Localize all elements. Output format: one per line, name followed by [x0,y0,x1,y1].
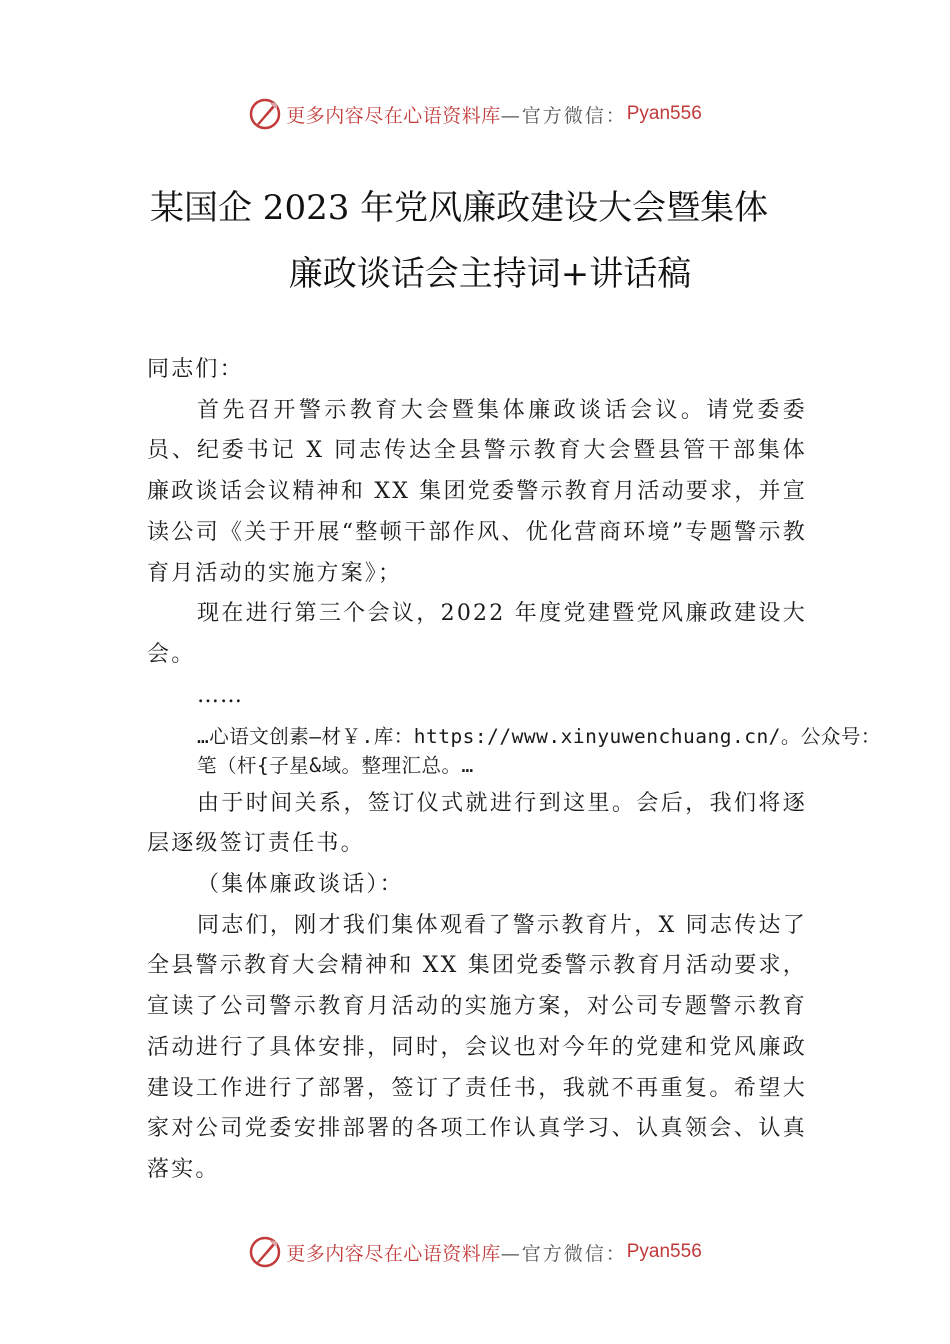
banner-account: Pyan556 [626,103,702,124]
banner-contact-text: —官方微信： [500,104,627,127]
quill-pen-logo-icon [248,1235,282,1269]
header-banner [0,94,950,134]
quill-pen-logo-icon [248,97,282,131]
ellipsis: …… [197,682,243,708]
greeting: 同志们： [147,357,244,382]
banner-brand-text: 更多内容尽在心语资料库 [286,1242,501,1265]
paragraph-5: 同志们，刚才我们集体观看了警示教育片，X 同志传达了全县警示教育大会精神和 XX 集团党委警示教育月活动要求，宣读了公司警示教育月活动的实施方案，对公司专题警示教育活动进行了具体安排，同时，会议也对今年的党建和党风廉政建设工作进行了部署，签订了责任书，我就不再重复。希望大家对公司党委安排部署的各项工作认真学习、认真领会、认真落实。 [147,912,807,1182]
banner-contact-text: —官方微信： [500,1242,627,1265]
document-body [147,350,881,1191]
document-title-line-1: 某国企 2023 年党风廉政建设大会暨集体 [150,188,769,228]
paragraph-2: 现在进行第三个会议，2022 年度党建暨党风廉政建设大会。 [147,601,807,667]
footer-banner [0,1232,950,1272]
source-note: …心语文创素—材￥.库：https://www.xinyuwenchuang.cn/。公众号：笔（杆{子星&域。整理汇总。… [197,724,881,777]
paragraph-3: 由于时间关系，签订仪式就进行到这里。会后，我们将逐层逐级签订责任书。 [147,790,807,857]
paragraph-1: 首先召开警示教育大会暨集体廉政谈话会议。请党委委员、纪委书记 X 同志传达全县警示教育大会暨县管干部集体廉政谈话会议精神和 XX 集团党委警示教育月活动要求，并宣读公司《关于开展“整顿干部作风、优化营商环境”专题警示教育月活动的实施方案》； [147,397,807,586]
paragraph-4: （集体廉政谈话）： [197,872,404,898]
banner-account: Pyan556 [626,1241,702,1262]
document-title-line-2: 廉政谈话会主持词+讲话稿 [288,254,692,294]
banner-brand-text: 更多内容尽在心语资料库 [286,104,501,127]
